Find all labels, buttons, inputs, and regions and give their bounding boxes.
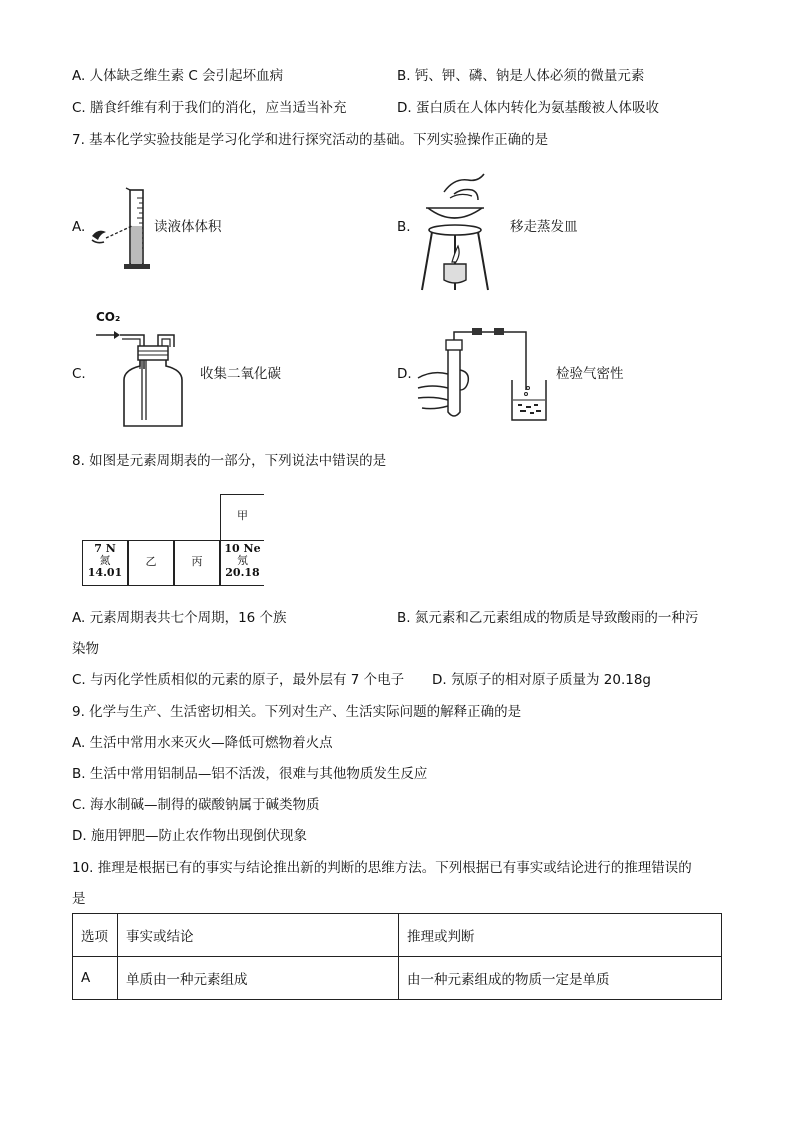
q6-option-c: C. 膳食纤维有利于我们的消化，应当适当补充 <box>72 100 347 116</box>
airtightness-check-figure <box>416 322 548 426</box>
q7-d-letter: D. <box>397 366 412 382</box>
cell-jia: 甲 <box>220 494 264 540</box>
q7-b-text: 移走蒸发皿 <box>510 219 578 235</box>
q7-a-text: 读液体体积 <box>154 219 222 235</box>
cell-neon: 10 Ne 氖 20.18 <box>220 540 264 586</box>
q8-option-b-line1: B. 氮元素和乙元素组成的物质是导致酸雨的一种污 <box>397 610 699 626</box>
header-inference: 推理或判断 <box>399 914 722 957</box>
gas-collection-bottle-figure <box>94 308 184 432</box>
q7-a-letter: A. <box>72 219 86 235</box>
cell-yi: 乙 <box>128 540 174 586</box>
q9-option-c: C. 海水制碱—制得的碳酸钠属于碱类物质 <box>72 797 320 813</box>
q8-option-b-line2: 染物 <box>72 641 99 657</box>
table-header-row <box>73 914 722 957</box>
q8-option-d: D. 氖原子的相对原子质量为 20.18g <box>432 672 651 688</box>
q7-b-letter: B. <box>397 219 411 235</box>
co2-label: CO₂ <box>96 310 121 324</box>
q6-option-b: B. 钙、钾、磷、钠是人体必须的微量元素 <box>397 68 645 84</box>
q7-d-text: 检验气密性 <box>556 366 624 382</box>
q8-stem: 8. 如图是元素周期表的一部分，下列说法中错误的是 <box>72 453 387 469</box>
cell-nitrogen: 7 N 氮 14.01 <box>82 540 128 586</box>
q7-c-letter: C. <box>72 366 86 382</box>
q6-option-a: A. 人体缺乏维生素 C 会引起坏血病 <box>72 68 284 84</box>
q9-option-b: B. 生活中常用铝制品—铝不活泼，很难与其他物质发生反应 <box>72 766 428 782</box>
q9-option-a: A. 生活中常用水来灭火—降低可燃物着火点 <box>72 735 333 751</box>
q8-option-c: C. 与丙化学性质相似的元素的原子，最外层有 7 个电子 <box>72 672 405 688</box>
header-option: 选项 <box>73 914 118 957</box>
row-a-option: A <box>73 957 118 1000</box>
row-a-fact: 单质由一种元素组成 <box>118 957 399 1000</box>
header-fact: 事实或结论 <box>118 914 399 957</box>
q10-stem-line1: 10. 推理是根据已有的事实与结论推出新的判断的思维方法。下列根据已有事实或结论进行的推理错误的 <box>72 860 692 876</box>
q9-stem: 9. 化学与生产、生活密切相关。下列对生产、生活实际问题的解释正确的是 <box>72 704 522 720</box>
q6-option-d: D. 蛋白质在人体内转化为氨基酸被人体吸收 <box>397 100 659 116</box>
q7-c-text: 收集二氧化碳 <box>200 366 281 382</box>
q8-option-a: A. 元素周期表共七个周期，16 个族 <box>72 610 287 626</box>
q10-table <box>72 913 722 1000</box>
q10-stem-line2: 是 <box>72 891 86 907</box>
table-row <box>73 957 722 1000</box>
cell-bing: 丙 <box>174 540 220 586</box>
q7-stem: 7. 基本化学实验技能是学习化学和进行探究活动的基础。下列实验操作正确的是 <box>72 132 549 148</box>
evaporating-dish-figure <box>414 172 494 294</box>
row-a-inference: 由一种元素组成的物质一定是单质 <box>399 957 722 1000</box>
q9-option-d: D. 施用钾肥—防止农作物出现倒伏现象 <box>72 828 307 844</box>
